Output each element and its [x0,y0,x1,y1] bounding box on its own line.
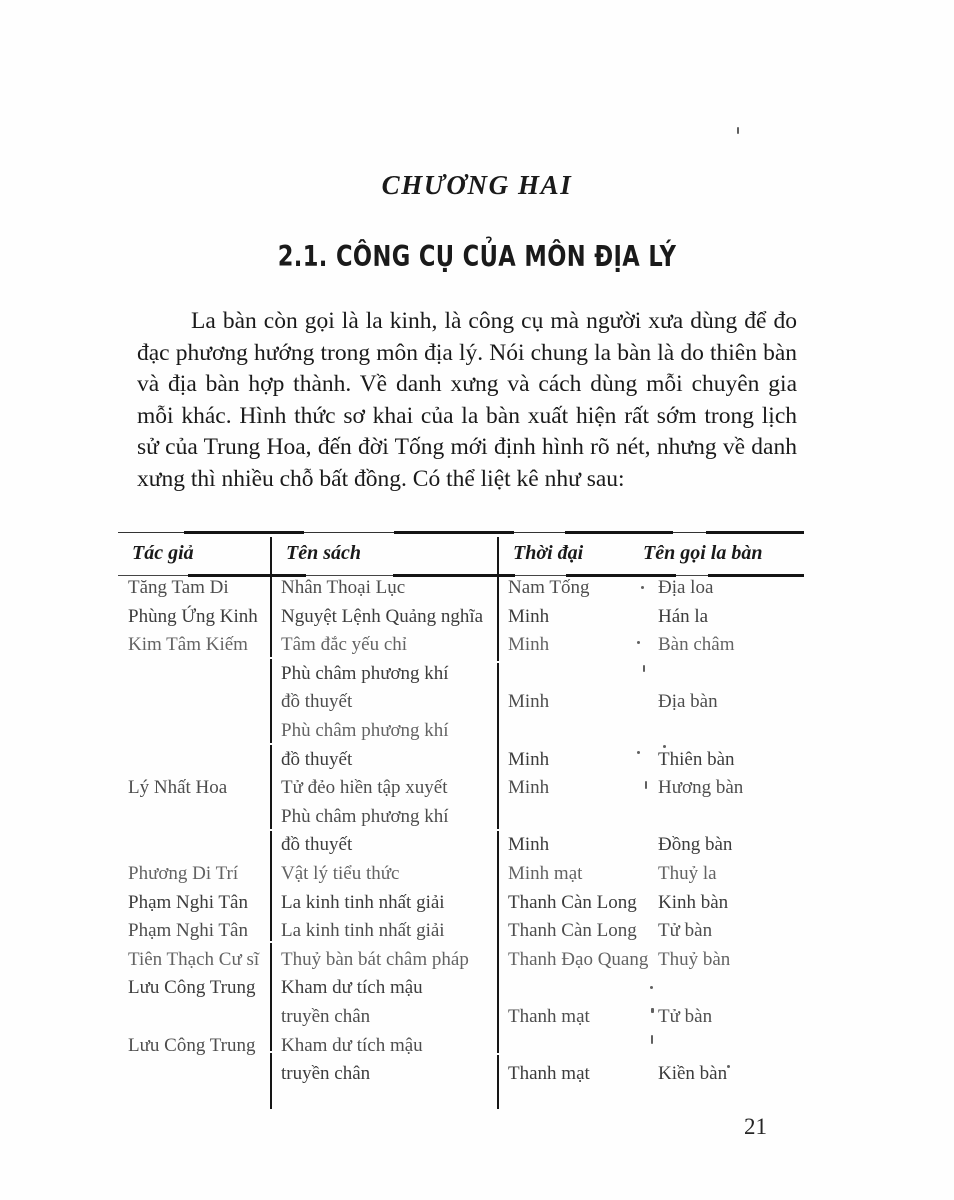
table-cell-author: Lưu Công Trung [128,1034,256,1056]
column-header-author: Tác giả [132,542,194,564]
table-row [118,834,804,863]
table-row [118,806,804,835]
table-cell-author: Phương Di Trí [128,862,239,884]
table-body [118,535,804,1092]
column-header-era: Thời đại [513,542,584,564]
chapter-title: CHƯƠNG HAI [381,170,573,200]
table-row [118,577,804,606]
table-cell-era: Minh [508,777,550,799]
column-header-book: Tên sách [286,542,361,564]
column-header-name: Tên gọi la bàn [643,542,763,564]
table-cell-book: Tử đẻo hiền tập xuyết [281,777,448,799]
table-cell-name: Địa loa [658,577,714,598]
table-cell-name: Bàn châm [658,634,735,656]
table-cell-author: Phùng Ứng Kinh [128,605,258,627]
table-header-row [118,535,804,574]
table-cell-era: Thanh mạt [508,1005,590,1027]
table-cell-name: Tử bàn [658,1005,713,1027]
table-cell-author: Lưu Công Trung [128,977,256,999]
table-cell-name: Thiên bàn [658,748,735,770]
table-cell-book: Vật lý tiểu thức [281,862,400,884]
scan-speck [737,127,739,134]
table-cell-era: Minh [508,748,550,770]
table-cell-book: Thuỷ bàn bát châm pháp [281,948,469,970]
table-cell-name: Đồng bàn [658,834,733,856]
table-rows [118,577,804,1092]
table-cell-book: Nguyệt Lệnh Quảng nghĩa [281,605,484,627]
table-row [118,777,804,806]
compass-names-table [118,531,804,1092]
table-cell-book: Kham dư tích mậu [281,1034,423,1056]
table-cell-book: Nhân Thoại Lục [281,577,406,598]
table-cell-book: Kham dư tích mậu [281,977,423,999]
table-cell-author: Tiên Thạch Cư sĩ [128,948,260,970]
table-row [118,663,804,692]
table-cell-name: Địa bàn [658,691,718,713]
table-row [118,606,804,635]
table-cell-book: Phù châm phương khí [281,662,449,684]
table-cell-era: Thanh Càn Long [508,920,637,942]
body-paragraph: La bàn còn gọi là la kinh, là công cụ mà người xưa dùng để đo đạc phương hướng trong môn địa lý. Nói chung la bàn là do thiên bàn và địa bàn hợp thành. Về danh xưng và cách dùng mỗi chuyên gia mỗi khác. Hình thức sơ khai của la bàn xuất hiện rất sớm trong lịch sử của Trung Hoa, đến đời Tống mới định hình rõ nét, nhưng về danh xưng thì nhiều chỗ bất đồng. Có thể liệt kê như sau: [137,308,797,492]
table-cell-book: đồ thuyết [281,691,353,713]
table-cell-name: Kinh bàn [658,891,729,913]
table-row [118,720,804,749]
table-cell-era: Minh [508,691,550,713]
table-row [118,1006,804,1035]
table-row [118,920,804,949]
table-cell-author: Phạm Nghi Tân [128,920,248,942]
table-row [118,749,804,778]
table-cell-book: La kinh tinh nhất giải [281,920,445,942]
table-row [118,892,804,921]
table-row [118,634,804,663]
table-row [118,977,804,1006]
table-row [118,691,804,720]
table-row [118,1063,804,1092]
table-cell-book: Tâm đắc yếu chỉ [281,634,408,656]
table-cell-name: Thuỷ bàn [658,948,731,970]
table-cell-era: Minh mạt [508,862,583,884]
table-row [118,949,804,978]
section-title: 2.1. CÔNG CỤ CỦA MÔN ĐỊA LÝ [277,240,677,274]
table-cell-book: La kinh tinh nhất giải [281,891,445,913]
table-cell-author: Lý Nhất Hoa [128,777,228,799]
table-cell-era: Minh [508,634,550,656]
table-cell-author: Kim Tâm Kiếm [128,634,248,656]
table-cell-book: đồ thuyết [281,834,353,856]
table-row [118,863,804,892]
table-cell-book: truyền chân [281,1063,371,1085]
table-cell-era: Thanh Càn Long [508,891,637,913]
table-cell-book: truyền chân [281,1005,371,1027]
table-cell-era: Nam Tống [508,577,590,598]
table-cell-name: Thuỷ la [658,862,717,884]
table-cell-era: Minh [508,834,550,856]
table-cell-era: Thanh mạt [508,1063,590,1085]
table-row [118,1035,804,1064]
table-cell-book: Phù châm phương khí [281,805,449,827]
table-cell-book: đồ thuyết [281,748,353,770]
table-cell-name: Hán la [658,605,709,627]
table-cell-era: Minh [508,605,550,627]
table-cell-name: Hương bàn [658,777,744,799]
table-cell-author: Tăng Tam Di [128,577,229,598]
table-cell-era: Thanh Đạo Quang [508,948,649,970]
table-cell-book: Phù châm phương khí [281,719,449,741]
table-cell-name: Kiền bàn [658,1063,728,1085]
page-number: 21 [744,1114,767,1139]
table-cell-author: Phạm Nghi Tân [128,891,248,913]
table-cell-name: Tử bàn [658,920,713,942]
